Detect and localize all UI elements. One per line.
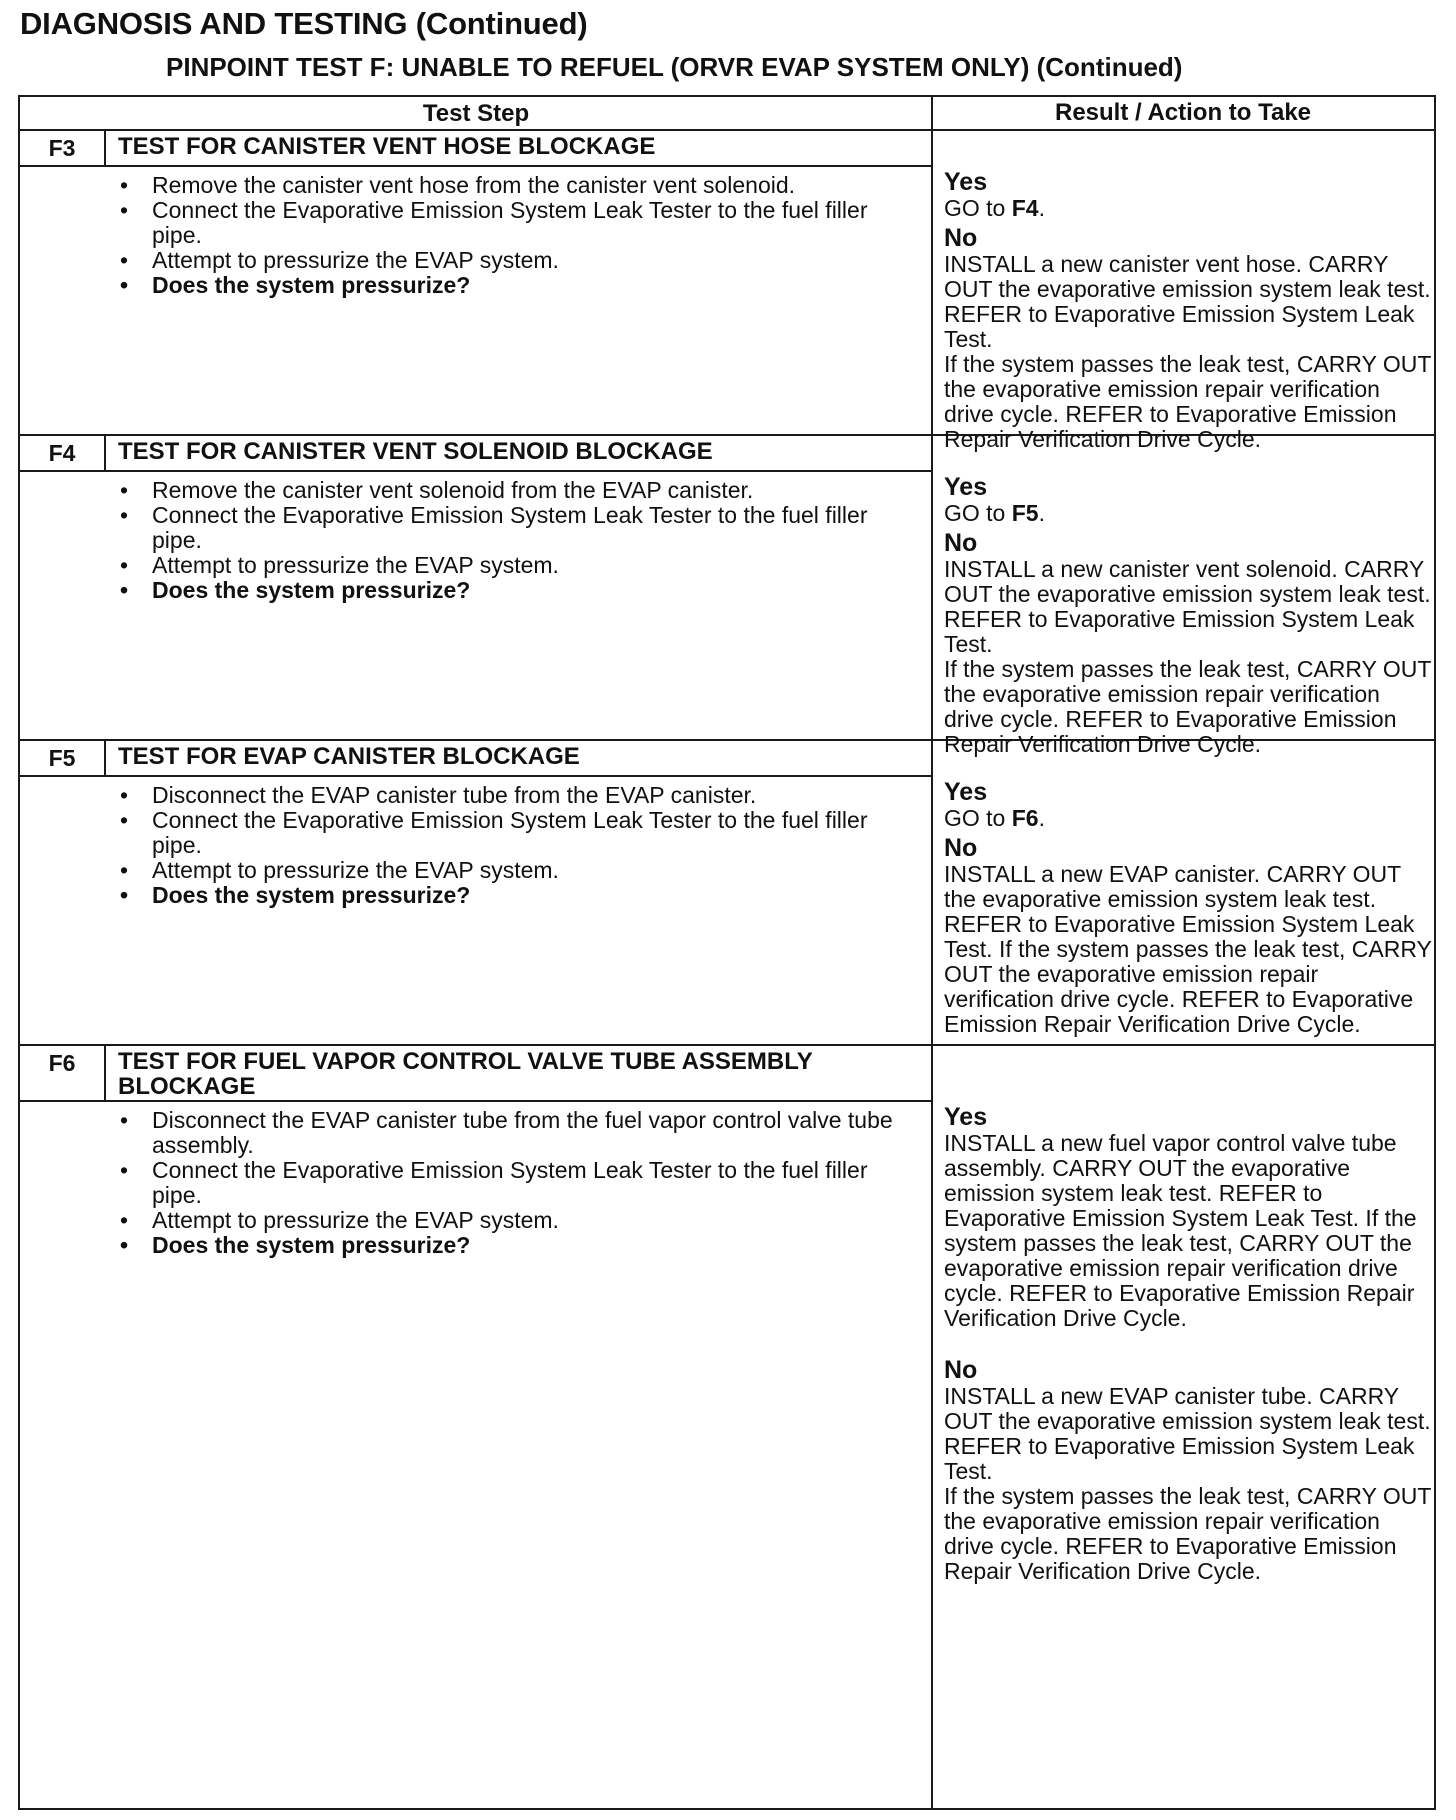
no-label: No bbox=[944, 834, 978, 862]
yes-label: Yes bbox=[944, 778, 988, 806]
step-id: F5 bbox=[20, 741, 106, 775]
no-action: INSTALL a new EVAP canister tube. CARRY OUT the evaporative emission system leak test. REFER to Evaporative Emission System Leak Test. bbox=[944, 1383, 1431, 1484]
table-header-row bbox=[20, 97, 1434, 131]
step-title: TEST FOR CANISTER VENT SOLENOID BLOCKAGE bbox=[118, 438, 713, 465]
yes-label: Yes bbox=[944, 1103, 988, 1131]
instruction-item: • Connect the Evaporative Emission System Leak Tester to the fuel filler pipe. bbox=[20, 808, 920, 858]
step-header bbox=[20, 131, 932, 167]
step-question: • Does the system pressurize? bbox=[20, 273, 920, 298]
step-title: TEST FOR FUEL VAPOR CONTROL VALVE TUBE ASSEMBLY BLOCKAGE bbox=[118, 1048, 813, 1100]
result-action bbox=[944, 474, 1434, 757]
yes-prefix: GO to bbox=[944, 195, 1012, 221]
no-action: INSTALL a new EVAP canister. CARRY OUT the evaporative emission system leak test. REFER to Evaporative Emission System Leak Test. If the system passes the leak test, CARRY OUT the evaporative emission repair verification drive cycle. REFER to Evaporative Emission Repair Verification Drive Cycle. bbox=[944, 861, 1432, 1037]
yes-suffix: . bbox=[1038, 195, 1045, 221]
no-action-followup: If the system passes the leak test, CARRY OUT the evaporative emission repair verification drive cycle. REFER to Evaporative Emission Repair Verification Drive Cycle. bbox=[944, 656, 1432, 757]
yes-action bbox=[944, 196, 1434, 221]
no-label: No bbox=[944, 224, 978, 252]
instruction-item: • Disconnect the EVAP canister tube from the EVAP canister. bbox=[20, 783, 920, 808]
step-instructions bbox=[20, 478, 920, 603]
test-step-f6 bbox=[20, 1046, 1434, 1808]
instruction-item: • Connect the Evaporative Emission System Leak Tester to the fuel filler pipe. bbox=[20, 1158, 920, 1208]
yes-suffix: . bbox=[1038, 500, 1045, 526]
yes-prefix: GO to bbox=[944, 500, 1012, 526]
header-test-step: Test Step bbox=[422, 100, 530, 127]
result-action bbox=[944, 1104, 1434, 1584]
no-action: INSTALL a new canister vent solenoid. CARRY OUT the evaporative emission system leak test. REFER to Evaporative Emission System Leak Test. bbox=[944, 556, 1431, 657]
step-instructions bbox=[20, 783, 920, 908]
yes-target: F4 bbox=[1011, 195, 1039, 221]
no-label: No bbox=[944, 529, 978, 557]
yes-suffix: . bbox=[1038, 805, 1045, 831]
page-title: DIAGNOSIS AND TESTING (Continued) bbox=[20, 6, 588, 41]
instruction-item: • Attempt to pressurize the EVAP system. bbox=[20, 1208, 920, 1233]
yes-label: Yes bbox=[944, 168, 988, 196]
instruction-item: • Attempt to pressurize the EVAP system. bbox=[20, 553, 920, 578]
no-action-followup: If the system passes the leak test, CARRY OUT the evaporative emission repair verification drive cycle. REFER to Evaporative Emission Repair Verification Drive Cycle. bbox=[944, 351, 1432, 452]
header-result-action: Result / Action to Take bbox=[1054, 99, 1312, 126]
step-header bbox=[20, 436, 932, 472]
step-id: F4 bbox=[20, 436, 106, 470]
yes-action bbox=[944, 501, 1434, 526]
result-spacer bbox=[944, 1331, 1434, 1357]
step-instructions bbox=[20, 1108, 920, 1258]
step-question: • Does the system pressurize? bbox=[20, 1233, 920, 1258]
instruction-item: • Disconnect the EVAP canister tube from the fuel vapor control valve tube assembly. bbox=[20, 1108, 920, 1158]
step-title: TEST FOR CANISTER VENT HOSE BLOCKAGE bbox=[118, 133, 656, 160]
instruction-item: • Remove the canister vent solenoid from the EVAP canister. bbox=[20, 478, 920, 503]
yes-action: INSTALL a new fuel vapor control valve tube assembly. CARRY OUT the evaporative emission system leak test. REFER to Evaporative Emission System Leak Test. If the system passes the leak test, CARRY OUT the evaporative emission repair verification drive cycle. REFER to Evaporative Emission Repair Verification Drive Cycle. bbox=[944, 1130, 1417, 1331]
step-instructions bbox=[20, 173, 920, 298]
no-label: No bbox=[944, 1356, 978, 1384]
step-question: • Does the system pressurize? bbox=[20, 883, 920, 908]
step-question: • Does the system pressurize? bbox=[20, 578, 920, 603]
no-action: INSTALL a new canister vent hose. CARRY OUT the evaporative emission system leak test. REFER to Evaporative Emission System Leak Test. bbox=[944, 251, 1431, 352]
result-action bbox=[944, 169, 1434, 452]
no-action-followup: If the system passes the leak test, CARRY OUT the evaporative emission repair verification drive cycle. REFER to Evaporative Emission Repair Verification Drive Cycle. bbox=[944, 1483, 1432, 1584]
instruction-item: • Connect the Evaporative Emission System Leak Tester to the fuel filler pipe. bbox=[20, 503, 920, 553]
instruction-item: • Attempt to pressurize the EVAP system. bbox=[20, 248, 920, 273]
yes-target: F6 bbox=[1011, 805, 1039, 831]
yes-prefix: GO to bbox=[944, 805, 1012, 831]
pinpoint-test-table bbox=[18, 95, 1436, 1810]
instruction-item: • Connect the Evaporative Emission System Leak Tester to the fuel filler pipe. bbox=[20, 198, 920, 248]
pinpoint-test-subtitle: PINPOINT TEST F: UNABLE TO REFUEL (ORVR EVAP SYSTEM ONLY) (Continued) bbox=[166, 52, 1183, 82]
result-action bbox=[944, 779, 1434, 1037]
step-header bbox=[20, 741, 932, 777]
step-id: F6 bbox=[20, 1046, 106, 1100]
step-id: F3 bbox=[20, 131, 106, 165]
yes-label: Yes bbox=[944, 473, 988, 501]
instruction-item: • Remove the canister vent hose from the canister vent solenoid. bbox=[20, 173, 920, 198]
instruction-item: • Attempt to pressurize the EVAP system. bbox=[20, 858, 920, 883]
step-header bbox=[20, 1046, 932, 1102]
test-step-f5 bbox=[20, 741, 1434, 1046]
step-title: TEST FOR EVAP CANISTER BLOCKAGE bbox=[118, 743, 580, 770]
yes-action bbox=[944, 806, 1434, 831]
yes-target: F5 bbox=[1011, 500, 1039, 526]
